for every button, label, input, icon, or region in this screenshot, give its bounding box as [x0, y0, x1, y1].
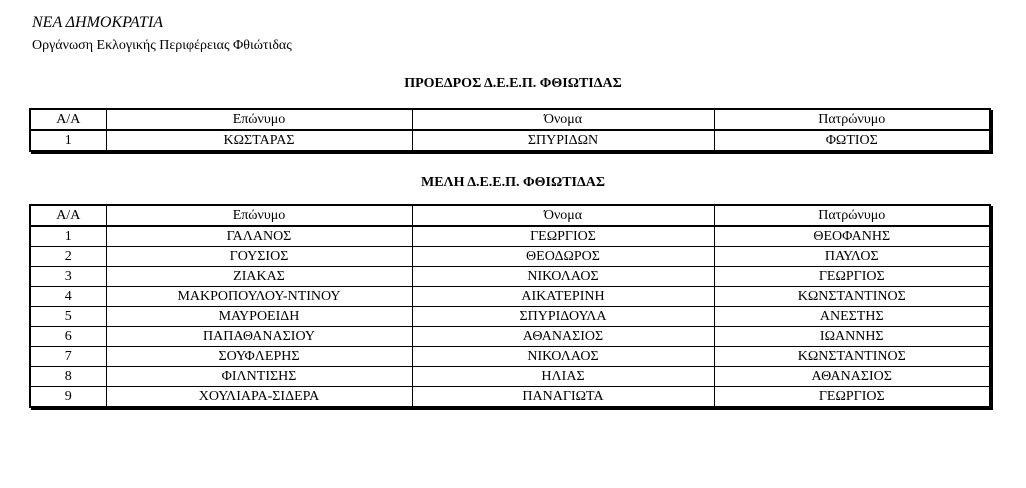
cell-aa: 7 — [30, 347, 106, 367]
cell-patronymic: ΚΩΝΣΤΑΝΤΙΝΟΣ — [714, 347, 990, 367]
cell-aa: 8 — [30, 367, 106, 387]
cell-name: ΠΑΝΑΓΙΩΤΑ — [412, 387, 714, 408]
column-header-aa: Α/Α — [30, 109, 106, 130]
president-table — [29, 108, 991, 152]
column-header-patronymic: Πατρώνυμο — [714, 109, 990, 130]
cell-aa: 5 — [30, 307, 106, 327]
cell-surname: ΖΙΑΚΑΣ — [106, 267, 412, 287]
cell-patronymic: ΘΕΟΦΑΝΗΣ — [714, 226, 990, 247]
cell-name: ΗΛΙΑΣ — [412, 367, 714, 387]
table-row — [30, 307, 990, 327]
cell-patronymic: ΓΕΩΡΓΙΟΣ — [714, 387, 990, 408]
cell-surname: ΧΟΥΛΙΑΡΑ-ΣΙΔΕΡΑ — [106, 387, 412, 408]
cell-name: ΑΙΚΑΤΕΡΙΝΗ — [412, 287, 714, 307]
cell-patronymic: ΠΑΥΛΟΣ — [714, 247, 990, 267]
cell-patronymic: ΦΩΤΙΟΣ — [714, 130, 990, 151]
cell-surname: ΜΑΚΡΟΠΟΥΛΟΥ-ΝΤΙΝΟΥ — [106, 287, 412, 307]
table-row — [30, 247, 990, 267]
column-header-surname: Επώνυμο — [106, 109, 412, 130]
cell-name: ΝΙΚΟΛΑΟΣ — [412, 267, 714, 287]
table-row — [30, 367, 990, 387]
cell-patronymic: ΑΝΕΣΤΗΣ — [714, 307, 990, 327]
cell-patronymic: ΑΘΑΝΑΣΙΟΣ — [714, 367, 990, 387]
cell-name: ΣΠΥΡΙΔΟΥΛΑ — [412, 307, 714, 327]
party-name: ΝΕΑ ΔΗΜΟΚΡΑΤΙΑ — [32, 14, 164, 31]
cell-patronymic: ΙΩΑΝΝΗΣ — [714, 327, 990, 347]
cell-aa: 3 — [30, 267, 106, 287]
table-row — [30, 347, 990, 367]
members-table — [29, 204, 991, 408]
cell-surname: ΚΩΣΤΑΡΑΣ — [106, 130, 412, 151]
column-header-name: Όνομα — [412, 109, 714, 130]
president-section-title: ΠΡΟΕΔΡΟΣ Δ.Ε.Ε.Π. ΦΘΙΩΤΙΔΑΣ — [404, 76, 622, 91]
cell-surname: ΓΟΥΣΙΟΣ — [106, 247, 412, 267]
cell-surname: ΜΑΥΡΟΕΙΔΗ — [106, 307, 412, 327]
cell-name: ΣΠΥΡΙΔΩΝ — [412, 130, 714, 151]
table-row — [30, 387, 990, 408]
organization-name: Οργάνωση Εκλογικής Περιφέρειας Φθιώτιδας — [32, 38, 292, 53]
cell-patronymic: ΓΕΩΡΓΙΟΣ — [714, 267, 990, 287]
cell-aa: 1 — [30, 226, 106, 247]
table-row — [30, 226, 990, 247]
cell-name: ΑΘΑΝΑΣΙΟΣ — [412, 327, 714, 347]
cell-surname: ΣΟΥΦΛΕΡΗΣ — [106, 347, 412, 367]
table-row — [30, 267, 990, 287]
table-row — [30, 130, 990, 151]
cell-aa: 6 — [30, 327, 106, 347]
cell-surname: ΦΙΛΝΤΙΣΗΣ — [106, 367, 412, 387]
cell-name: ΘΕΟΔΩΡΟΣ — [412, 247, 714, 267]
cell-aa: 4 — [30, 287, 106, 307]
cell-name: ΓΕΩΡΓΙΟΣ — [412, 226, 714, 247]
cell-aa: 2 — [30, 247, 106, 267]
cell-surname: ΓΑΛΑΝΟΣ — [106, 226, 412, 247]
cell-aa: 1 — [30, 130, 106, 151]
table-row — [30, 287, 990, 307]
table-header-row — [30, 109, 990, 130]
table-row — [30, 327, 990, 347]
members-section-title: ΜΕΛΗ Δ.Ε.Ε.Π. ΦΘΙΩΤΙΔΑΣ — [420, 175, 606, 190]
cell-surname: ΠΑΠΑΘΑΝΑΣΙΟΥ — [106, 327, 412, 347]
cell-patronymic: ΚΩΝΣΤΑΝΤΙΝΟΣ — [714, 287, 990, 307]
column-header-surname: Επώνυμο — [106, 205, 412, 226]
cell-aa: 9 — [30, 387, 106, 408]
column-header-name: Όνομα — [412, 205, 714, 226]
table-header-row — [30, 205, 990, 226]
cell-name: ΝΙΚΟΛΑΟΣ — [412, 347, 714, 367]
column-header-patronymic: Πατρώνυμο — [714, 205, 990, 226]
column-header-aa: Α/Α — [30, 205, 106, 226]
